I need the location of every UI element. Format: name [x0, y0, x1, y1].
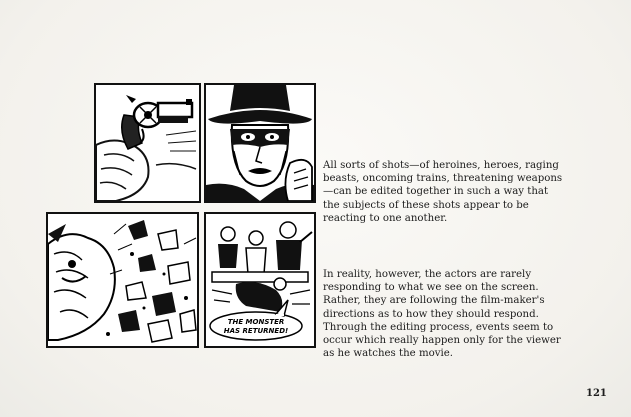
- caption-shots-editing: All sorts of shots—of heroines, heroes, raging beasts, oncoming trains, threatening weapons—can be edited together in such a way that the subjects of these shots appear to be reacting to one another.: [323, 160, 563, 224]
- monster-icon: [48, 214, 197, 346]
- comic-panel-monster: [46, 212, 199, 348]
- comic-panel-crowd: [204, 212, 316, 348]
- caption-reality-actors: In reality, however, the actors are rarely responding to what we see on the screen. Rather, they are following the film-maker's directions as to how they should respond. Through the editing process, events seem to occur which really happen only for the viewer as he watches the movie.: [323, 269, 561, 360]
- crowd-scene-icon: [206, 214, 314, 346]
- speech-balloon-line-2: HAS RETURNED!: [223, 327, 289, 335]
- speech-balloon-line-1: THE MONSTER: [227, 318, 285, 326]
- comic-panel-revolver: [94, 83, 201, 203]
- revolver-icon: [96, 85, 199, 201]
- page-number: 121: [586, 388, 607, 399]
- comic-panel-cowboy: [204, 83, 316, 203]
- cowboy-face-icon: [206, 85, 314, 201]
